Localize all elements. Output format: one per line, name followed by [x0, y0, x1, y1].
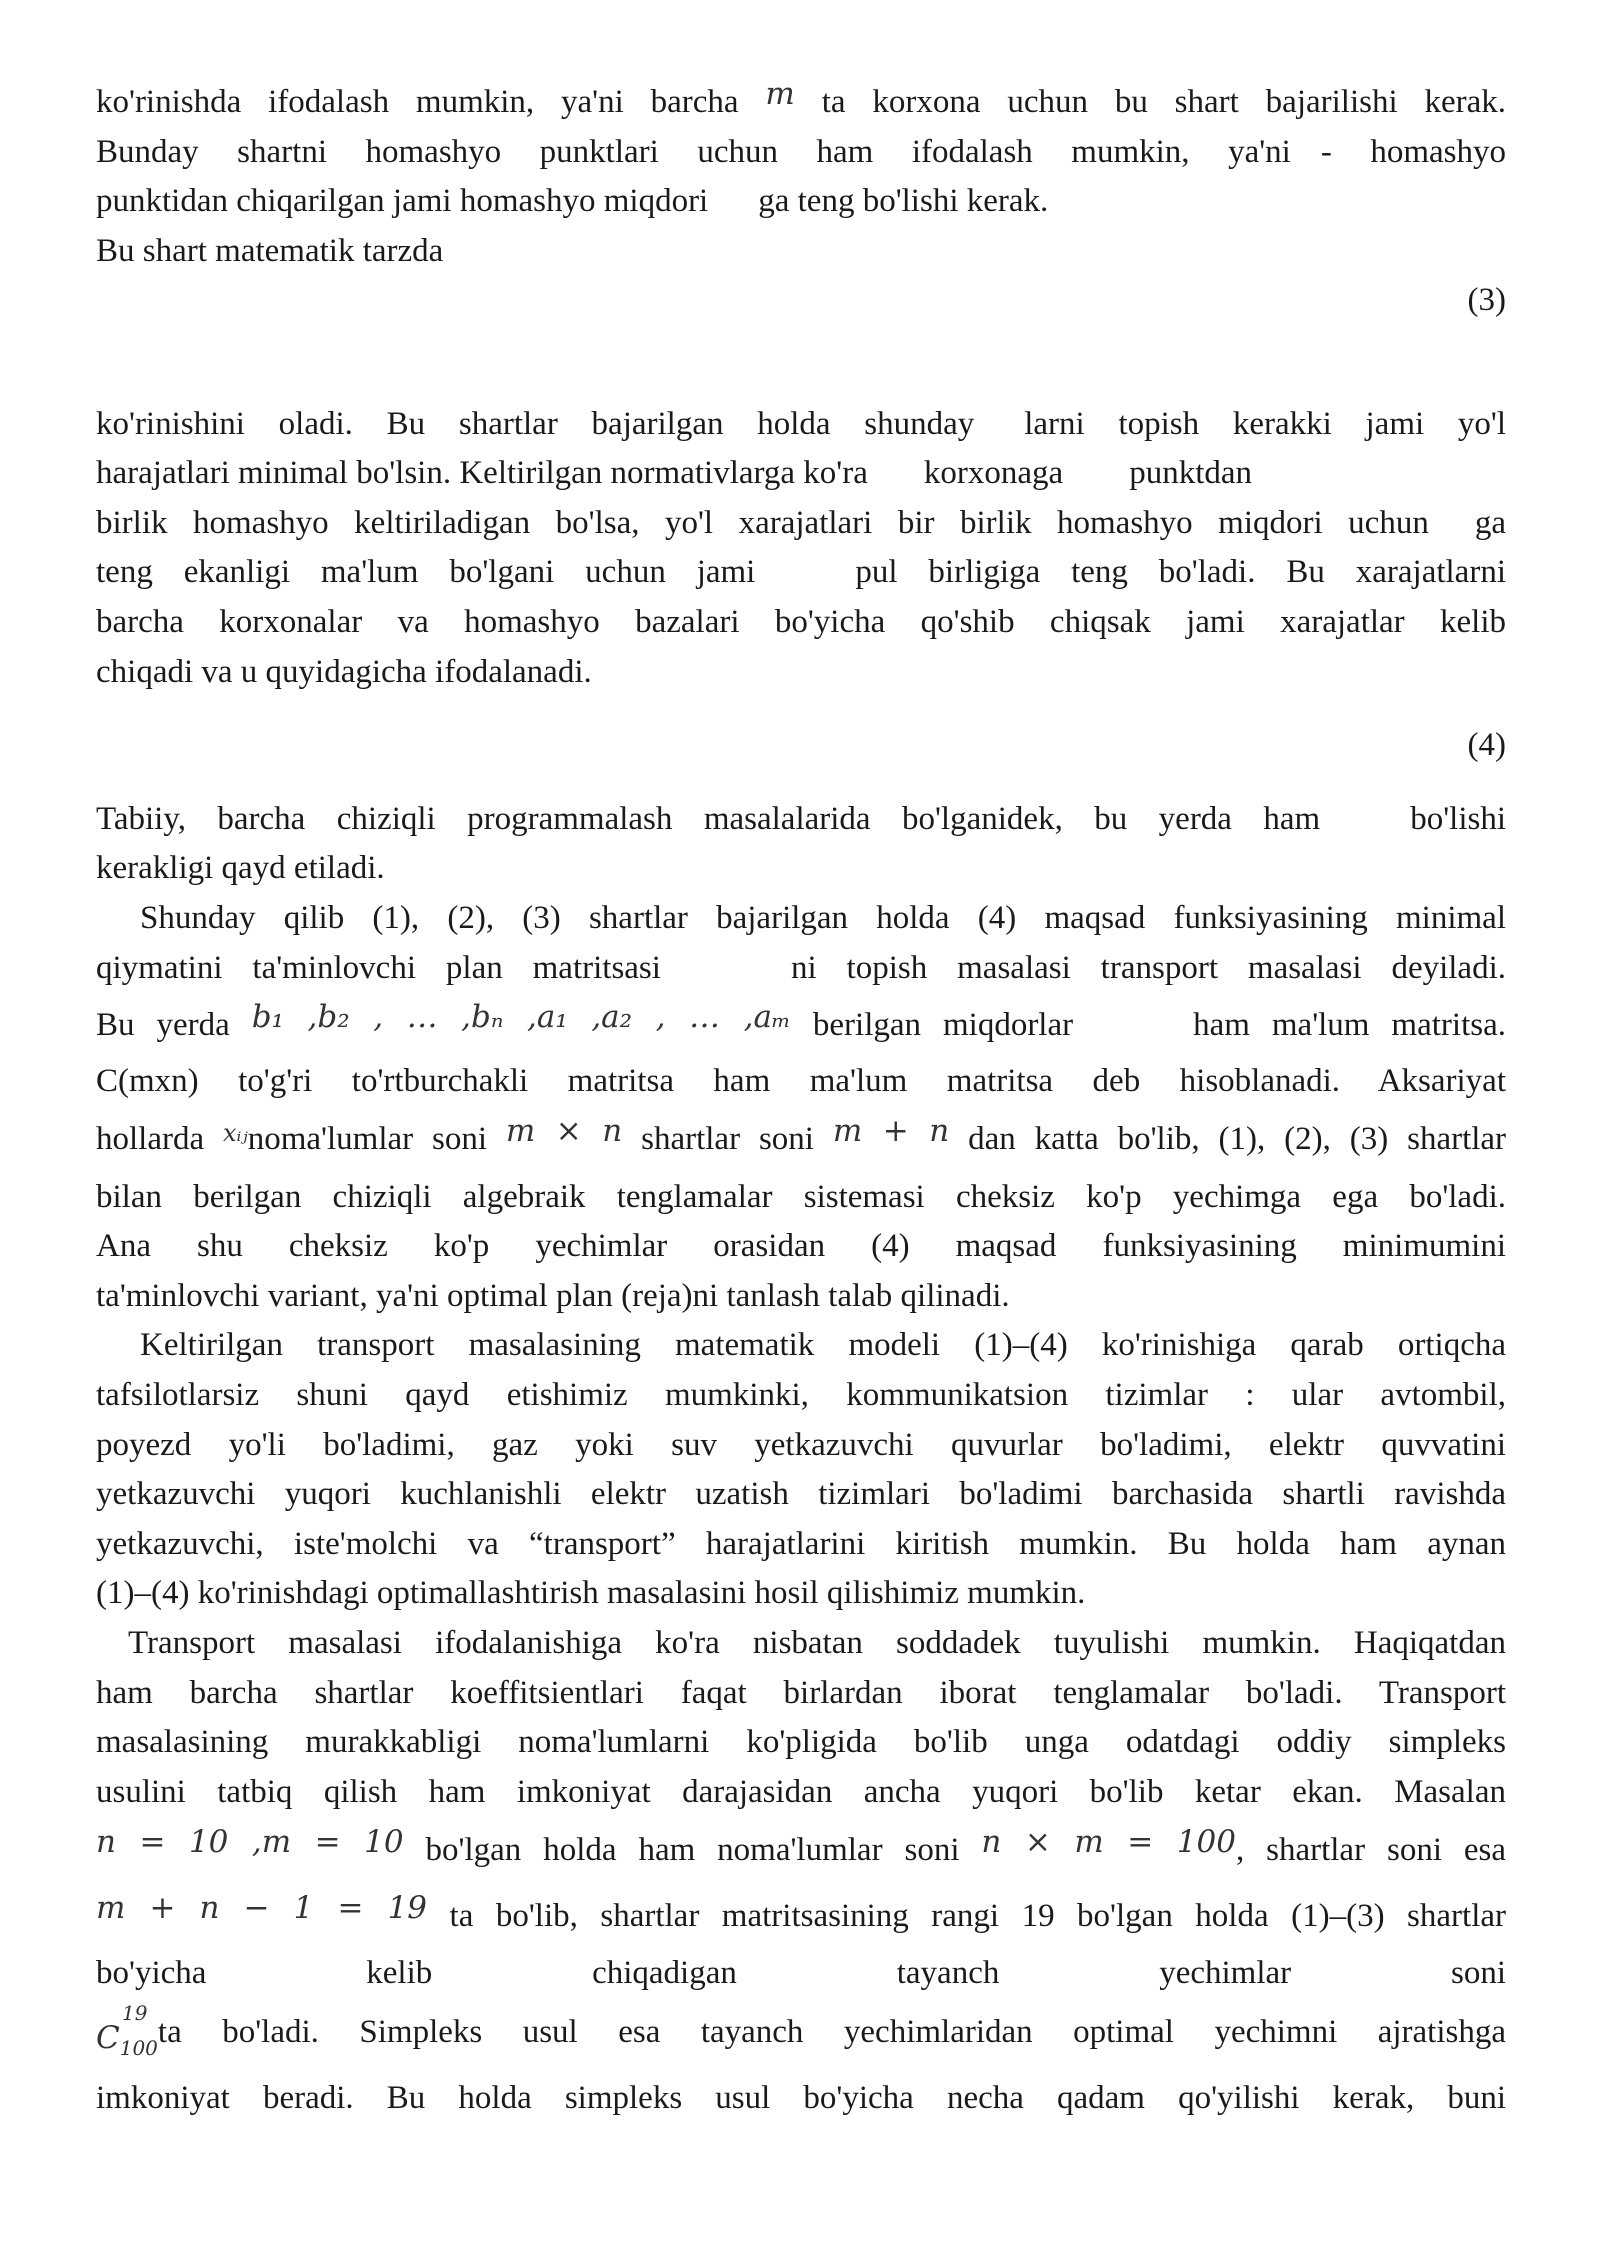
- math-m: m: [765, 76, 795, 112]
- text-line: ko'rinishini oladi. Bu shartlar bajarilgan holda shunday larni topish kerakki jami yo'l: [96, 405, 1506, 442]
- text-line: masalasining murakkabligi noma'lumlarni ko'pligida bo'lib unga odatdagi oddiy simpleks: [96, 1724, 1506, 1761]
- text-line: teng ekanligi ma'lum bo'lgani uchun jami pul birligiga teng bo'ladi. Bu xarajatlarni: [96, 554, 1506, 591]
- text-line: ko'rinishda ifodalash mumkin, ya'ni barcha m ta korxona uchun bu shart bajarilishi kerak.: [96, 76, 1507, 120]
- text-line: Bunday shartni homashyo punktlari uchun ham ifodalash mumkin, ya'ni - homashyo: [96, 133, 1506, 170]
- text-line: Keltirilgan transport masalasining matematik modeli (1)–(4) ko'rinishiga qarab ortiqcha: [140, 1327, 1506, 1364]
- text-line: imkoniyat beradi. Bu holda simpleks usul bo'yicha necha qadam qo'yilishi kerak, buni: [96, 2080, 1506, 2116]
- text-line: (1)–(4) ko'rinishdagi optimallashtirish masalasini hosil qilishimiz mumkin.: [96, 1575, 1086, 1612]
- text-line: Ana shu cheksiz ko'p yechimlar orasidan (4) maqsad funksiyasining minimumini: [96, 1228, 1506, 1265]
- text-line: poyezd yo'li bo'ladimi, gaz yoki suv yetkazuvchi quvurlar bo'ladimi, elektr quvvatini: [96, 1426, 1506, 1463]
- text-line: bilan berilgan chiziqli algebraik tenglamalar sistemasi cheksiz ko'p yechimga ega bo'ladi.: [96, 1178, 1506, 1215]
- text-line: yetkazuvchi, iste'molchi va “transport” harajatlarini kiritish mumkin. Bu holda ham aynan: [96, 1525, 1506, 1562]
- equation-number-4: (4): [1467, 727, 1506, 764]
- text-line: Bu shart matematik tarzda: [96, 232, 444, 269]
- text-line: C(mxn) to'g'ri to'rtburchakli matritsa ham ma'lum matritsa deb hisoblanadi. Aksariyat: [96, 1063, 1506, 1100]
- math-b-a-list: b₁ ,b₂ , … ,bₙ ,a₁ ,a₂ , … ,aₘ: [251, 999, 791, 1036]
- text-line: ta'minlovchi variant, ya'ni optimal plan (reja)ni tanlash talab qilinadi.: [96, 1277, 1010, 1314]
- text-line: punktidan chiqarilgan jami homashyo miqdori ga teng bo'lishi kerak.: [96, 183, 1049, 220]
- text-line: Bu yerda b₁ ,b₂ , … ,bₙ ,a₁ ,a₂ , … ,aₘ berilgan miqdorlar ham ma'lum matritsa.: [96, 999, 1506, 1044]
- text-line: tafsilotlarsiz shuni qayd etishimiz mumkinki, kommunikatsion tizimlar : ular avtombil,: [96, 1377, 1506, 1414]
- equation-number-3: (3): [1467, 282, 1506, 319]
- text-line: m + n − 1 = 19 ta bo'lib, shartlar matritsasining rangi 19 bo'lgan holda (1)–(3) shartlar: [96, 1890, 1507, 1935]
- math-m-times-n: m × n: [505, 1112, 623, 1149]
- text-line: Tabiiy, barcha chiziqli programmalash masalalarida bo'lganidek, bu yerda ham bo'lishi: [96, 800, 1506, 837]
- text-line: birlik homashyo keltiriladigan bo'lsa, yo'l xarajatlari bir birlik homashyo miqdori uchun ga: [96, 504, 1506, 541]
- text-line: n = 10 ,m = 10 bo'lgan holda ham noma'lumlar soni n × m = 100, shartlar soni esa: [96, 1824, 1507, 1869]
- text-line: ham barcha shartlar koeffitsientlari faqat birlardan iborat tenglamalar bo'ladi. Transport: [96, 1674, 1506, 1711]
- math-combination: 19 $C_{100}$: [96, 2001, 158, 2061]
- math-m-plus-n-minus-1: m + n − 1 = 19: [96, 1890, 428, 1927]
- math-n-m-10: n = 10 ,m = 10: [96, 1824, 404, 1861]
- text-line: Transport masalasi ifodalanishiga ko'ra nisbatan soddadek tuyulishi mumkin. Haqiqatdan: [128, 1625, 1506, 1662]
- text-line: usulini tatbiq qilish ham imkoniyat darajasidan ancha yuqori bo'lib ketar ekan. Masalan: [96, 1773, 1506, 1810]
- document-page: [96, 78, 1506, 2131]
- text-line: Shunday qilib (1), (2), (3) shartlar bajarilgan holda (4) maqsad funksiyasining minimal: [140, 899, 1506, 936]
- text-line: barcha korxonalar va homashyo bazalari bo'yicha qo'shib chiqsak jami xarajatlar kelib: [96, 603, 1506, 640]
- text-line: 19 $C_{100}$ ta bo'ladi. Simpleks usul esa tayanch yechimlaridan optimal yechimni ajratishga: [96, 2001, 1506, 2061]
- math-n-times-m-100: n × m = 100: [981, 1824, 1236, 1861]
- text-line: qiymatini ta'minlovchi plan matritsasi ni topish masalasi transport masalasi deyiladi.: [96, 949, 1506, 986]
- text-line: yetkazuvchi yuqori kuchlanishli elektr uzatish tizimlari bo'ladimi barchasida shartli ravishda: [96, 1476, 1506, 1513]
- math-m-plus-n: m + n: [832, 1112, 950, 1149]
- text-line: bo'yicha kelib chiqadigan tayanch yechimlar soni: [96, 1955, 1506, 1992]
- text-line: chiqadi va u quyidagicha ifodalanadi.: [96, 653, 592, 690]
- text-line: hollarda $^{xᵢⱼ}$noma'lumlar soni m × n shartlar soni m + n dan katta bo'lib, (1), (2), (3) shartlar: [96, 1112, 1507, 1157]
- formula-placeholder: [96, 326, 1506, 376]
- text-line: kerakligi qayd etiladi.: [96, 850, 385, 887]
- text-line: harajatlari minimal bo'lsin. Keltirilgan normativlarga ko'ra korxonaga punktdan: [96, 455, 1253, 492]
- math-xij: xᵢⱼ: [223, 1118, 248, 1147]
